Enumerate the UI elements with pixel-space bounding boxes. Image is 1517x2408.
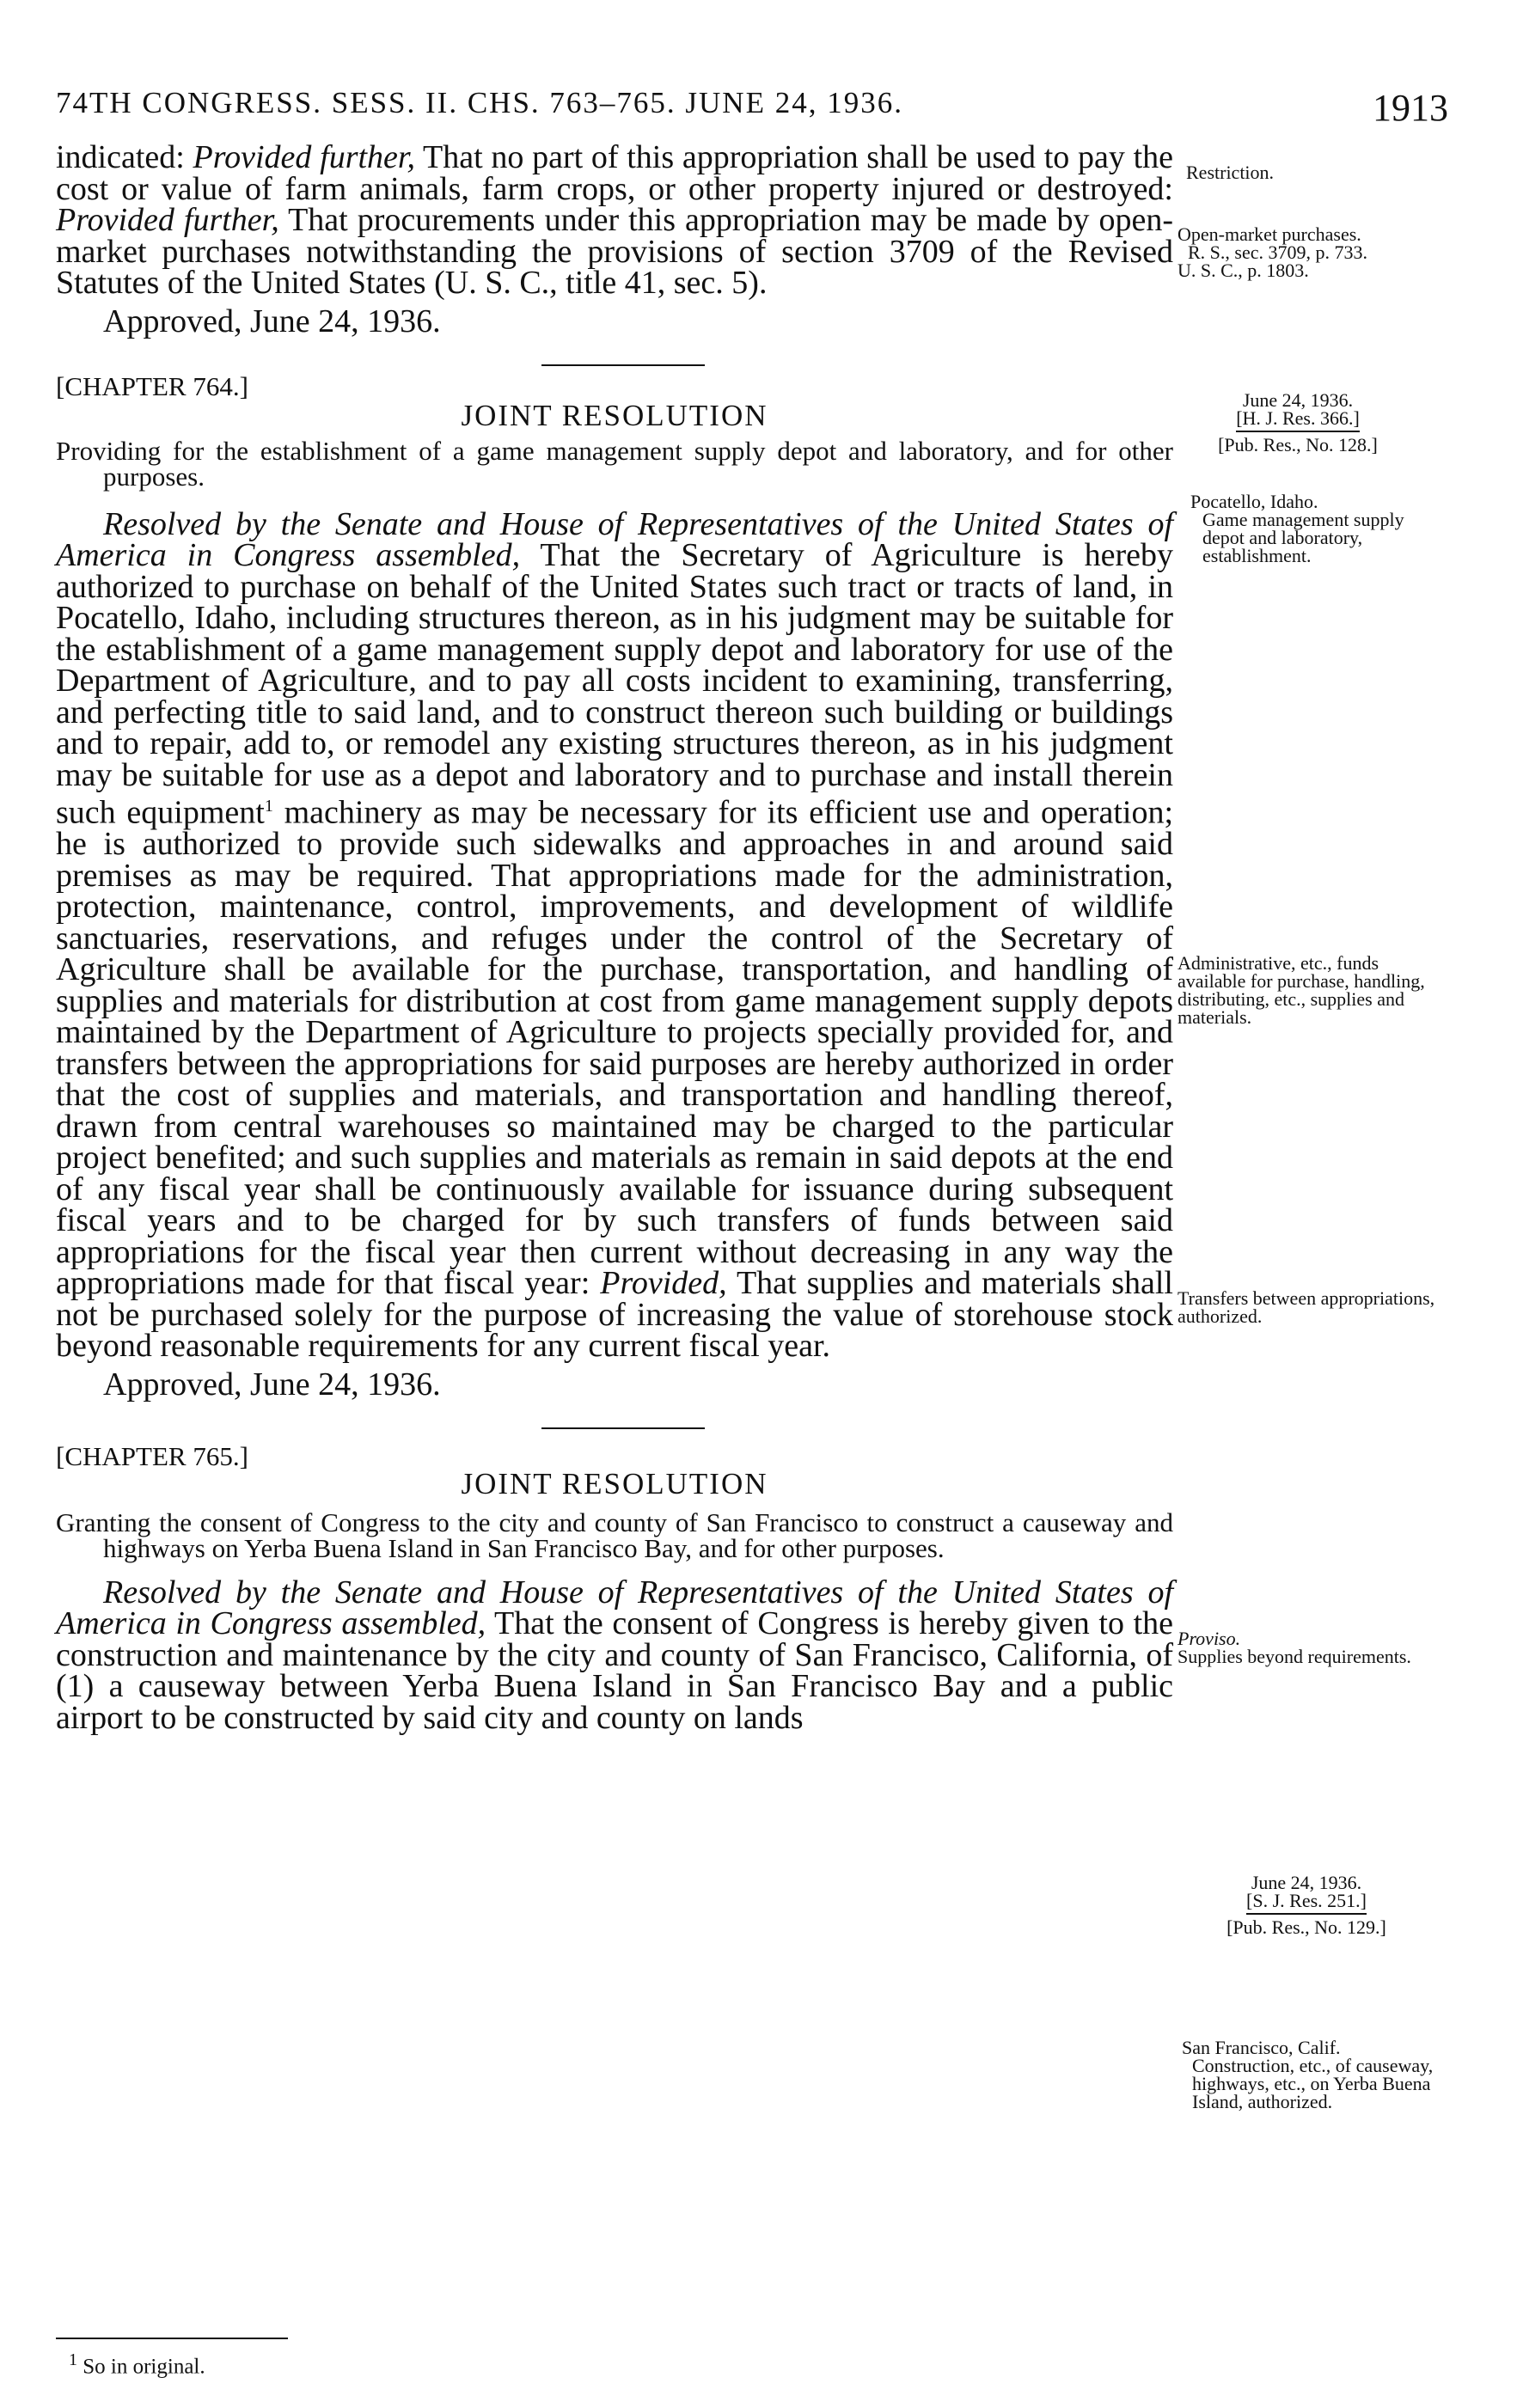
margin-note-proviso: Proviso. Supplies beyond requirements.	[1178, 1628, 1411, 1667]
chapter-rule	[541, 364, 705, 366]
approved-line-763: Approved, June 24, 1936.	[103, 303, 441, 339]
margin-note-ch765-citation: June 24, 1936. [S. J. Res. 251.] [Pub. Res., No. 129.]	[1226, 1872, 1386, 1938]
running-head: 74TH CONGRESS. SESS. II. CHS. 763–765. JUNE 24, 1936.	[56, 86, 903, 119]
chapter-rule	[541, 1427, 705, 1429]
resolution-body: Resolved by the Senate and House of Representatives of the United States of America in Congress assembled, That the Secretary of Agriculture is hereby authorized to purchase on behalf of the United States such tract or tracts of land, in Pocatello, Idaho, including structures thereon, as in his judgment may be suitable for the establishment of a game management supply depot and laboratory for use of the Department of Agriculture, and to pay all costs incident to examining, transferring, and perfecting title to said land, and to construct thereon such building or buildings and to repair, add to, or remodel any existing structures thereon, as in his judgment may be suitable for use as a depot and laboratory and to purchase and install therein such equipment$^1$ machinery as may be necessary for its efficient use and operation; he is authorized to provide such sidewalks and approaches in and around said premises as may be required. That appropriations made for the administration, protection, maintenance, control, improvements, and development of wildlife sanctuaries, reservations, and refuges under the control of the Secretary of Agriculture shall be available for the purchase, transportation, and handling of supplies and materials for distribution at cost from game management supply depots maintained by the Department of Agriculture to projects specially provided for, and transfers between the appropriations for said purposes are hereby authorized in order that the cost of supplies and materials, and transportation and handling thereof, drawn from central warehouses so maintained may be charged to the particular project benefited; and such supplies and materials as remain in said depots at the end of any fiscal year shall be continuously available for issuance during subsequent fiscal years and to be charged for by such transfers of funds between said appropriations for the fiscal year then current without decreasing in any way the appropriations made for that fiscal year: Provided, That supplies and materials shall not be purchased solely for the purpose of increasing the value of storehouse stock beyond reasonable requirements for any current fiscal year.	[56, 505, 1174, 1365]
page-number: 1913	[1373, 87, 1448, 129]
joint-resolution-title: JOINT RESOLUTION	[461, 1466, 768, 1500]
main-text	[56, 139, 1174, 1736]
margin-note-san-francisco: San Francisco, Calif. Construction, etc., of causeway, highways, etc., on Yerba Buena Island, authorized.	[1182, 2037, 1434, 2112]
footnote: $^1$ So in original.	[69, 2350, 205, 2379]
margin-note-ch764-citation: June 24, 1936. [H. J. Res. 366.] [Pub. Res., No. 128.]	[1218, 389, 1378, 455]
approved-line-764: Approved, June 24, 1936.	[103, 1366, 441, 1403]
margin-note-transfers: Transfers between appropriations, authorized.	[1178, 1287, 1435, 1327]
chapter-764	[56, 364, 1173, 1402]
margin-note-restriction: Restriction.	[1186, 162, 1275, 183]
chapter-765	[56, 1427, 1173, 1734]
intro-paragraph: indicated: Provided further, That no part of this appropriation shall be used to pay the cost or value of farm animals, farm crops, or other property injured or destroyed: Provided further, That procurements under this appropriation may be made by open-market purchases notwithstanding the provisions of section 3709 of the Revised Statutes of the United States (U. S. C., title 41, sec. 5).	[56, 139, 1173, 301]
margin-note-pocatello: Pocatello, Idaho. Game management supply depot and laboratory, establishment.	[1190, 491, 1404, 566]
margin-note-administrative: Administrative, etc., funds available for purchase, handling, distributing, etc., supplies and materials.	[1178, 952, 1425, 1028]
margin-note-open-market: Open-market purchases. R. S., sec. 3709, p. 733. U. S. C., p. 1803.	[1178, 223, 1367, 281]
running-header	[56, 86, 1448, 138]
chapter-label: [CHAPTER 764.]	[56, 370, 248, 401]
synopsis: Granting the consent of Congress to the city and county of San Francisco to construct a causeway and highways on Yerba Buena Island in San Francisco Bay, and for other purposes.	[56, 1507, 1173, 1563]
synopsis: Providing for the establishment of a game management supply depot and laboratory, and for other purposes.	[56, 435, 1173, 492]
footnote-rule	[56, 2338, 288, 2339]
resolution-body: Resolved by the Senate and House of Representatives of the United States of America in Congress assembled, That the consent of Congress is hereby given to the construction and maintenance by the city and county of San Francisco, California, of (1) a causeway between Yerba Buena Island in San Francisco Bay and a public airport to be constructed by said city and county on lands	[56, 1574, 1174, 1736]
joint-resolution-title: JOINT RESOLUTION	[461, 398, 768, 432]
chapter-label: [CHAPTER 765.]	[56, 1440, 248, 1471]
